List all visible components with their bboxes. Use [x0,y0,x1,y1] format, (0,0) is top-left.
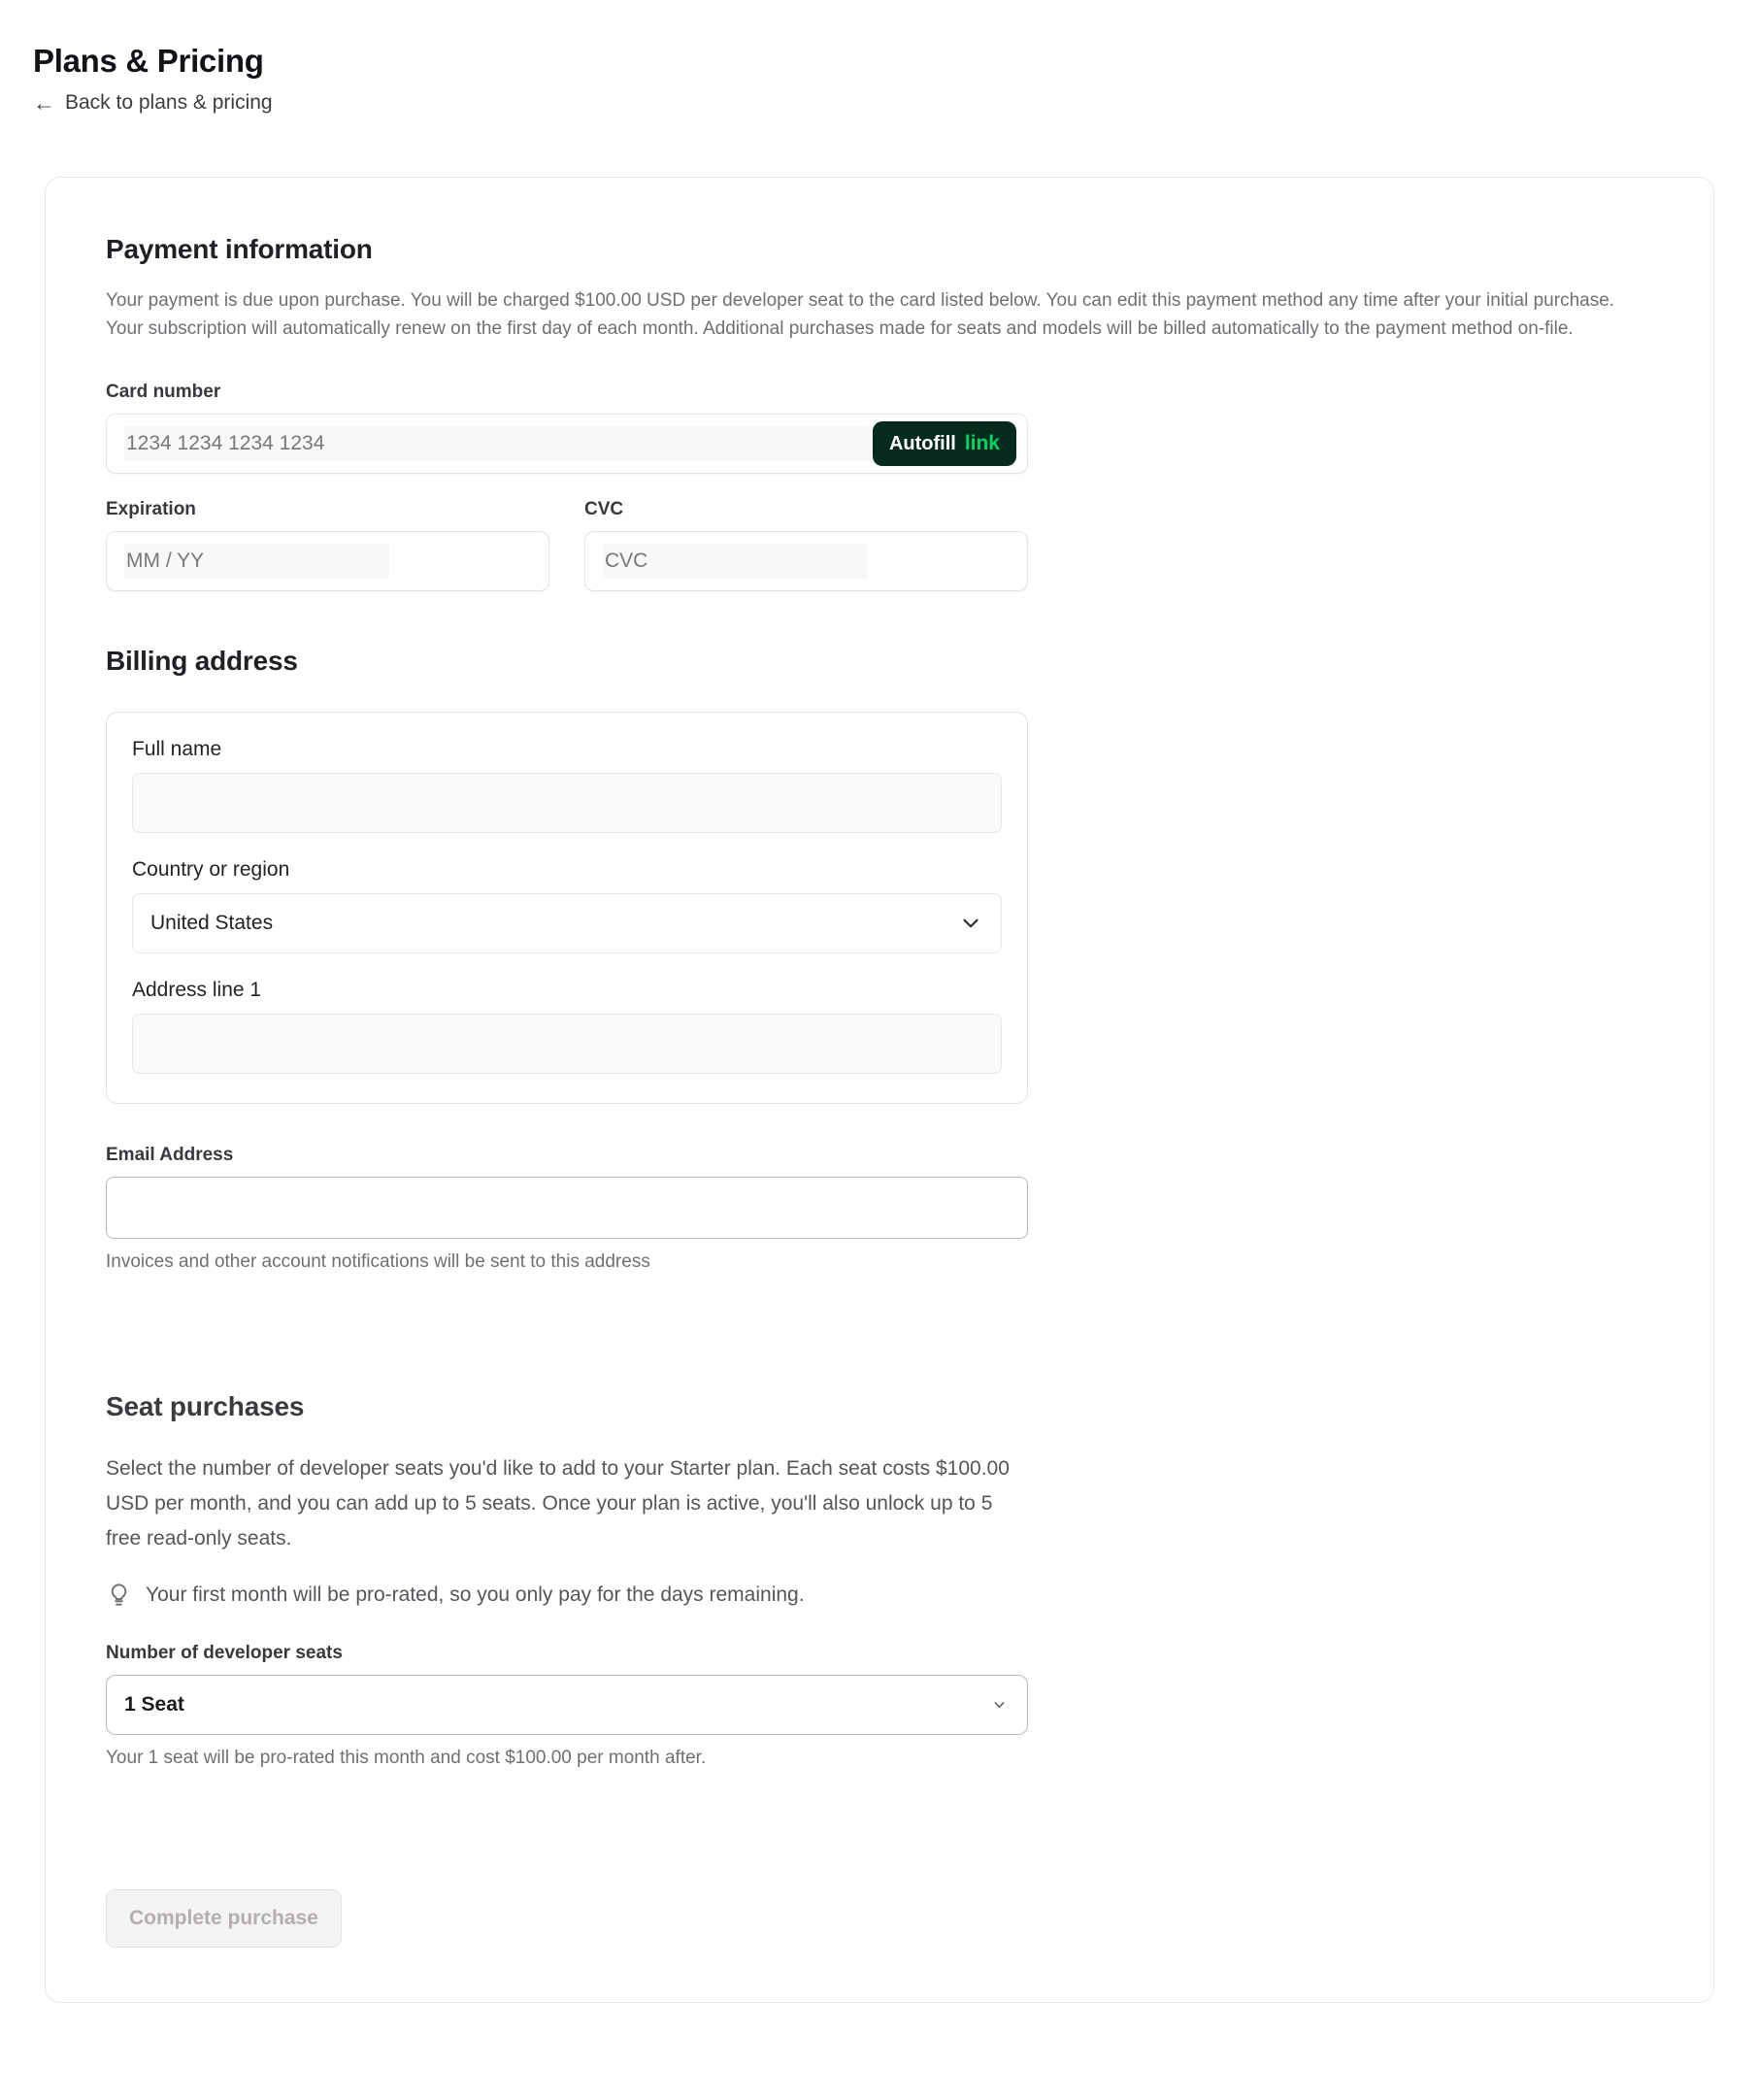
payment-section [106,234,1653,591]
full-name-label: Full name [132,738,222,760]
back-link[interactable] [33,91,273,115]
expiration-input[interactable] [106,531,549,591]
email-label: Email Address [106,1145,234,1165]
expiration-cvc-row [106,499,1028,591]
card-footer [106,1889,1653,1948]
seat-count-helper-text: Your 1 seat will be pro-rated this month and cost $100.00 per month after. [106,1748,707,1768]
expiration-field [106,499,549,591]
seat-purchases-description: Select the number of developer seats you'd like to add to your Starter plan. Each seat costs $100.00 USD per month, and you can add up to 5 seats. Once your plan is active, you'll also unlock up to 5 free read-only seats. [106,1457,1010,1550]
billing-heading: Billing address [106,646,298,676]
chevron-down-icon [958,911,983,936]
country-select[interactable] [132,893,1002,953]
email-helper-text: Invoices and other account notifications will be sent to this address [106,1251,650,1272]
link-brand-label: link [964,432,1000,454]
address-line1-label: Address line 1 [132,979,262,1001]
address-line1-input[interactable] [132,1014,1002,1074]
bottom-spacer [0,2003,1758,2100]
email-field [106,1145,1653,1273]
payment-heading: Payment information [106,234,373,264]
billing-address-box [106,712,1028,1104]
page-header [0,0,1758,115]
payment-description: Your payment is due upon purchase. You will be charged $100.00 USD per developer seat to the card listed below. You can edit this payment method any time after your initial purchase. Your subscription will automatically renew on the first day of each month. Additional purchases made for seats and models will be billed automatically to the payment method on-file. [106,290,1615,339]
cvc-label: CVC [584,499,624,519]
back-link-label: Back to plans & pricing [65,91,273,114]
lightbulb-icon [106,1582,132,1608]
checkout-card [45,177,1714,2003]
full-name-input[interactable] [132,773,1002,833]
autofill-label: Autofill [888,432,956,454]
full-name-field [132,738,1002,833]
chevron-down-icon [991,1697,1008,1714]
card-number-label: Card number [106,382,221,402]
country-label: Country or region [132,858,290,881]
seat-count-select[interactable] [106,1675,1028,1735]
email-input[interactable] [106,1177,1028,1239]
country-field [132,858,1002,953]
page-title: Plans & Pricing [33,43,264,79]
prorate-tip [106,1582,1653,1608]
card-number-field [106,382,1028,474]
card-number-input-wrap [106,414,1028,474]
seat-count-label: Number of developer seats [106,1643,343,1663]
cvc-field [584,499,1028,591]
complete-purchase-button[interactable]: Complete purchase [106,1889,342,1948]
seat-count-field [106,1643,1653,1769]
country-selected-value: United States [150,912,274,934]
autofill-link-button[interactable] [873,421,1016,466]
prorate-tip-text: Your first month will be pro-rated, so you only pay for the days remaining. [146,1583,805,1606]
expiration-label: Expiration [106,499,196,519]
address-line1-field [132,979,1002,1074]
billing-section [106,646,1653,1273]
back-arrow-icon: ← [33,89,55,116]
cvc-input[interactable] [584,531,1028,591]
seat-purchases-section [106,1391,1653,1769]
seat-purchases-heading: Seat purchases [106,1391,305,1421]
seat-count-selected-value: 1 Seat [124,1693,184,1716]
